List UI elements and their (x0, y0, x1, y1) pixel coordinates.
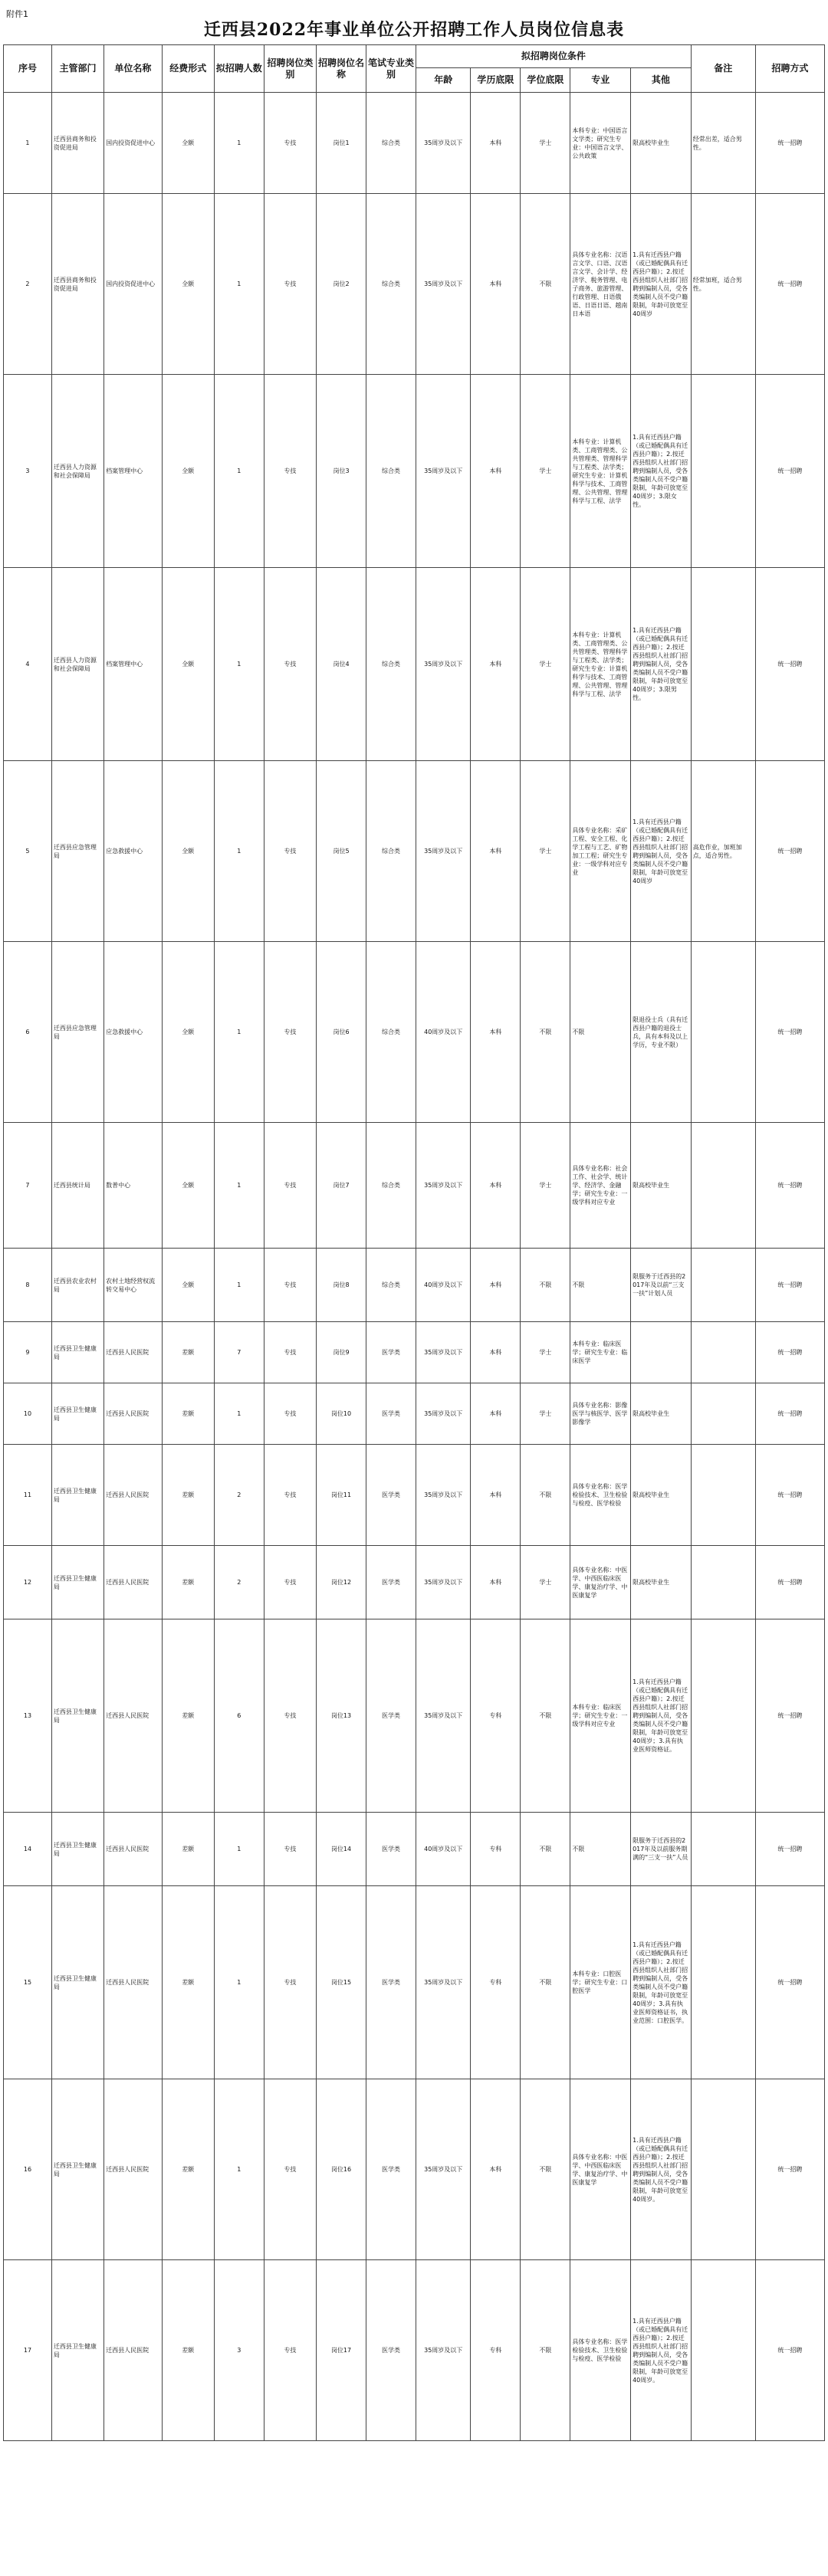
cell-exam: 医学类 (366, 2079, 416, 2260)
cell-deg: 学士 (521, 1383, 570, 1445)
cell-age: 35周岁及以下 (416, 568, 471, 761)
cell-seq: 11 (4, 1445, 52, 1546)
cell-other: 1.具有迁西县户籍（或已婚配偶具有迁西县户籍）；2.按迁西县组织人社部门招聘到编制人员，受各类编制人员不受户籍限制，年龄可放宽至40周岁。 (631, 2079, 692, 2260)
cell-fund: 差额 (162, 1383, 214, 1445)
cell-age: 35周岁及以下 (416, 2079, 471, 2260)
cell-other: 限高校毕业生 (631, 1383, 692, 1445)
cell-note (691, 1123, 755, 1249)
cell-dept: 迁西县卫生健康局 (51, 1445, 104, 1546)
cell-method: 统一招聘 (755, 2079, 824, 2260)
cell-note (691, 942, 755, 1123)
cell-method: 统一招聘 (755, 1813, 824, 1886)
cell-age: 35周岁及以下 (416, 375, 471, 568)
cell-seq: 13 (4, 1619, 52, 1813)
cell-exam: 综合类 (366, 375, 416, 568)
cell-method: 统一招聘 (755, 1619, 824, 1813)
cell-major: 具体专业名称：汉语言文学、口语、汉语言文学、会计学、经济学、税务管理、电子商务、旅游管理、行政管理、日语俄语、日语日语、越南日本语 (570, 194, 631, 375)
table-row (4, 1813, 825, 1886)
cell-method: 统一招聘 (755, 1123, 824, 1249)
cell-fund: 差额 (162, 2260, 214, 2441)
cell-unit: 迁西县人民医院 (104, 1383, 163, 1445)
cell-dept: 迁西县卫生健康局 (51, 1546, 104, 1619)
cell-note: 经常加班，适合男性。 (691, 194, 755, 375)
cell-other: 限退役士兵（具有迁西县户籍的退役士兵，具有本科及以上学历，专业不限） (631, 942, 692, 1123)
cell-cat: 专技 (264, 1546, 316, 1619)
cell-note (691, 1249, 755, 1322)
cell-other: 1.具有迁西县户籍（或已婚配偶具有迁西县户籍）；2.按迁西县组织人社部门招聘到编制人员，受各类编制人员不受户籍限制，年龄可放宽至40周岁；3.具有执业医师资格证书，执业范围：口腔医学。 (631, 1886, 692, 2079)
cell-edu: 本科 (471, 1322, 521, 1383)
cell-deg: 不限 (521, 1249, 570, 1322)
cell-post: 岗位2 (316, 194, 366, 375)
cell-cat: 专技 (264, 942, 316, 1123)
cell-edu: 本科 (471, 942, 521, 1123)
cell-major: 具体专业名称：影像医学与核医学、医学影像学 (570, 1383, 631, 1445)
table-row (4, 194, 825, 375)
header-seq: 序号 (4, 45, 52, 93)
cell-major: 本科专业：计算机类、工商管理类、公共管理类、管理科学与工程类、法学类；研究生专业：计算机科学与技术、工商管理、公共管理、管理科学与工程、法学 (570, 568, 631, 761)
cell-cat: 专技 (264, 93, 316, 194)
cell-age: 35周岁及以下 (416, 761, 471, 942)
cell-exam: 医学类 (366, 1445, 416, 1546)
cell-age: 35周岁及以下 (416, 93, 471, 194)
cell-note (691, 1886, 755, 2079)
header-dept: 主管部门 (51, 45, 104, 93)
cell-age: 35周岁及以下 (416, 1886, 471, 2079)
cell-edu: 本科 (471, 1445, 521, 1546)
cell-fund: 全额 (162, 93, 214, 194)
cell-fund: 全额 (162, 568, 214, 761)
table-body (4, 93, 825, 2441)
cell-deg: 不限 (521, 1886, 570, 2079)
cell-other: 限高校毕业生 (631, 93, 692, 194)
cell-edu: 本科 (471, 194, 521, 375)
cell-exam: 医学类 (366, 1886, 416, 2079)
cell-num: 6 (214, 1619, 264, 1813)
cell-major: 本科专业：计算机类、工商管理类、公共管理类、管理科学与工程类、法学类；研究生专业：计算机科学与技术、工商管理、公共管理、管理科学与工程、法学 (570, 375, 631, 568)
cell-exam: 医学类 (366, 1813, 416, 1886)
cell-num: 1 (214, 1249, 264, 1322)
table-row (4, 93, 825, 194)
cell-fund: 差额 (162, 1546, 214, 1619)
cell-post: 岗位16 (316, 2079, 366, 2260)
cell-post: 岗位4 (316, 568, 366, 761)
cell-dept: 迁西县卫生健康局 (51, 1813, 104, 1886)
cell-deg: 不限 (521, 2079, 570, 2260)
table-row (4, 2079, 825, 2260)
cell-post: 岗位13 (316, 1619, 366, 1813)
cell-major: 具体专业名称：中医学、中西医临床医学、康复治疗学、中医康复学 (570, 1546, 631, 1619)
cell-deg: 不限 (521, 2260, 570, 2441)
cell-deg: 学士 (521, 1322, 570, 1383)
cell-num: 1 (214, 942, 264, 1123)
cell-other: 1.具有迁西县户籍（或已婚配偶具有迁西县户籍）；2.按迁西县组织人社部门招聘到编制人员，受各类编制人员不受户籍限制，年龄可放宽至40周岁；3.限女性。 (631, 375, 692, 568)
cell-deg: 学士 (521, 761, 570, 942)
cell-post: 岗位17 (316, 2260, 366, 2441)
cell-fund: 差额 (162, 1813, 214, 1886)
cell-num: 3 (214, 2260, 264, 2441)
cell-method: 统一招聘 (755, 1249, 824, 1322)
cell-unit: 档案管理中心 (104, 568, 163, 761)
cell-note (691, 1445, 755, 1546)
cell-post: 岗位6 (316, 942, 366, 1123)
cell-note (691, 1383, 755, 1445)
header-unit: 单位名称 (104, 45, 163, 93)
table-row (4, 1886, 825, 2079)
cell-seq: 2 (4, 194, 52, 375)
table-row (4, 942, 825, 1123)
cell-deg: 学士 (521, 375, 570, 568)
cell-note (691, 1813, 755, 1886)
table-row (4, 1383, 825, 1445)
cell-edu: 本科 (471, 761, 521, 942)
cell-deg: 学士 (521, 93, 570, 194)
cell-cat: 专技 (264, 1445, 316, 1546)
cell-seq: 17 (4, 2260, 52, 2441)
cell-other: 1.具有迁西县户籍（或已婚配偶具有迁西县户籍）；2.按迁西县组织人社部门招聘到编制人员，受各类编制人员不受户籍限制，年龄可放宽至40周岁。 (631, 2260, 692, 2441)
cell-exam: 医学类 (366, 1546, 416, 1619)
cell-num: 1 (214, 1123, 264, 1249)
header-major: 专业 (570, 68, 631, 93)
cell-dept: 迁西县人力资源和社会保障局 (51, 568, 104, 761)
cell-edu: 本科 (471, 1123, 521, 1249)
cell-exam: 医学类 (366, 1383, 416, 1445)
cell-unit: 迁西县人民医院 (104, 1813, 163, 1886)
cell-dept: 迁西县农业农村局 (51, 1249, 104, 1322)
table-row (4, 2260, 825, 2441)
header-conditions: 拟招聘岗位条件 (416, 45, 692, 68)
cell-method: 统一招聘 (755, 93, 824, 194)
cell-post: 岗位15 (316, 1886, 366, 2079)
cell-fund: 全额 (162, 1249, 214, 1322)
cell-exam: 综合类 (366, 761, 416, 942)
header-post: 招聘岗位名称 (316, 45, 366, 93)
cell-fund: 差额 (162, 1619, 214, 1813)
cell-note (691, 375, 755, 568)
cell-note (691, 2260, 755, 2441)
cell-edu: 专科 (471, 1619, 521, 1813)
cell-fund: 差额 (162, 1445, 214, 1546)
cell-method: 统一招聘 (755, 1445, 824, 1546)
cell-unit: 国内投资促进中心 (104, 93, 163, 194)
cell-other: 限高校毕业生 (631, 1445, 692, 1546)
attachment-label: 附件1 (6, 9, 28, 19)
cell-deg: 不限 (521, 942, 570, 1123)
cell-major: 不限 (570, 1813, 631, 1886)
cell-fund: 差额 (162, 2079, 214, 2260)
cell-note (691, 2079, 755, 2260)
cell-seq: 9 (4, 1322, 52, 1383)
cell-seq: 3 (4, 375, 52, 568)
cell-other: 限高校毕业生 (631, 1546, 692, 1619)
cell-major: 具体专业名称：医学检验技术、卫生检验与检疫、医学检验 (570, 2260, 631, 2441)
cell-seq: 7 (4, 1123, 52, 1249)
cell-exam: 医学类 (366, 1619, 416, 1813)
cell-other: 1.具有迁西县户籍（或已婚配偶具有迁西县户籍）；2.按迁西县组织人社部门招聘到编制人员，受各类编制人员不受户籍限制，年龄可放宽至40周岁 (631, 194, 692, 375)
cell-seq: 15 (4, 1886, 52, 2079)
cell-post: 岗位3 (316, 375, 366, 568)
table-row (4, 1123, 825, 1249)
cell-cat: 专技 (264, 194, 316, 375)
cell-dept: 迁西县卫生健康局 (51, 1322, 104, 1383)
cell-deg: 学士 (521, 1546, 570, 1619)
cell-dept: 迁西县统计局 (51, 1123, 104, 1249)
cell-other: 1.具有迁西县户籍（或已婚配偶具有迁西县户籍）；2.按迁西县组织人社部门招聘到编制人员，受各类编制人员不受户籍限制，年龄可放宽至40周岁；3.限男性。 (631, 568, 692, 761)
cell-post: 岗位9 (316, 1322, 366, 1383)
cell-exam: 医学类 (366, 2260, 416, 2441)
cell-other: 限服务于迁西县的2017年及以前服务期满的“三支一扶”人员 (631, 1813, 692, 1886)
cell-dept: 迁西县人力资源和社会保障局 (51, 375, 104, 568)
cell-post: 岗位11 (316, 1445, 366, 1546)
cell-seq: 14 (4, 1813, 52, 1886)
cell-fund: 全额 (162, 375, 214, 568)
cell-unit: 迁西县人民医院 (104, 1886, 163, 2079)
header-cat: 招聘岗位类别 (264, 45, 316, 93)
table-row (4, 1546, 825, 1619)
cell-dept: 迁西县商务和投资促进局 (51, 194, 104, 375)
cell-fund: 差额 (162, 1322, 214, 1383)
table-row (4, 375, 825, 568)
cell-num: 2 (214, 1546, 264, 1619)
cell-seq: 1 (4, 93, 52, 194)
job-info-table (3, 44, 825, 2441)
cell-edu: 专科 (471, 1886, 521, 2079)
cell-unit: 迁西县人民医院 (104, 2260, 163, 2441)
cell-fund: 全额 (162, 942, 214, 1123)
cell-dept: 迁西县应急管理局 (51, 761, 104, 942)
cell-note (691, 1619, 755, 1813)
cell-deg: 学士 (521, 568, 570, 761)
cell-method: 统一招聘 (755, 2260, 824, 2441)
table-row (4, 1249, 825, 1322)
cell-num: 1 (214, 761, 264, 942)
cell-cat: 专技 (264, 568, 316, 761)
cell-cat: 专技 (264, 761, 316, 942)
cell-post: 岗位5 (316, 761, 366, 942)
cell-method: 统一招聘 (755, 375, 824, 568)
cell-seq: 12 (4, 1546, 52, 1619)
cell-other: 限高校毕业生 (631, 1123, 692, 1249)
cell-cat: 专技 (264, 1619, 316, 1813)
table-row (4, 1445, 825, 1546)
cell-exam: 医学类 (366, 1322, 416, 1383)
cell-unit: 迁西县人民医院 (104, 1445, 163, 1546)
cell-fund: 全额 (162, 761, 214, 942)
table-row (4, 1619, 825, 1813)
cell-seq: 6 (4, 942, 52, 1123)
header-edu: 学历底限 (471, 68, 521, 93)
cell-other: 1.具有迁西县户籍（或已婚配偶具有迁西县户籍）；2.按迁西县组织人社部门招聘到编制人员，受各类编制人员不受户籍限制，年龄可放宽至40周岁 (631, 761, 692, 942)
header-fund: 经费形式 (162, 45, 214, 93)
cell-method: 统一招聘 (755, 568, 824, 761)
cell-cat: 专技 (264, 1383, 316, 1445)
cell-major: 具体专业名称：社会工作、社会学、统计学、经济学、金融学；研究生专业：一级学科对应专业 (570, 1123, 631, 1249)
cell-unit: 迁西县人民医院 (104, 1619, 163, 1813)
cell-edu: 本科 (471, 2079, 521, 2260)
cell-age: 35周岁及以下 (416, 1123, 471, 1249)
cell-unit: 国内投资促进中心 (104, 194, 163, 375)
cell-seq: 4 (4, 568, 52, 761)
cell-num: 7 (214, 1322, 264, 1383)
cell-seq: 8 (4, 1249, 52, 1322)
cell-num: 1 (214, 375, 264, 568)
cell-num: 1 (214, 194, 264, 375)
cell-dept: 迁西县卫生健康局 (51, 1886, 104, 2079)
cell-method: 统一招聘 (755, 194, 824, 375)
cell-num: 1 (214, 1383, 264, 1445)
cell-cat: 专技 (264, 1123, 316, 1249)
cell-note: 经常出差，适合男性。 (691, 93, 755, 194)
cell-major: 不限 (570, 1249, 631, 1322)
cell-method: 统一招聘 (755, 1546, 824, 1619)
cell-unit: 迁西县人民医院 (104, 1322, 163, 1383)
cell-age: 40周岁及以下 (416, 942, 471, 1123)
cell-note (691, 1546, 755, 1619)
cell-edu: 本科 (471, 1546, 521, 1619)
cell-cat: 专技 (264, 1249, 316, 1322)
cell-method: 统一招聘 (755, 1886, 824, 2079)
header-deg: 学位底限 (521, 68, 570, 93)
cell-num: 1 (214, 568, 264, 761)
cell-fund: 全额 (162, 194, 214, 375)
cell-major: 本科专业：临床医学；研究生专业：临床医学 (570, 1322, 631, 1383)
cell-cat: 专技 (264, 2260, 316, 2441)
cell-dept: 迁西县卫生健康局 (51, 2079, 104, 2260)
cell-age: 35周岁及以下 (416, 1383, 471, 1445)
cell-unit: 应急救援中心 (104, 761, 163, 942)
cell-age: 35周岁及以下 (416, 1546, 471, 1619)
header-age: 年龄 (416, 68, 471, 93)
cell-age: 35周岁及以下 (416, 1322, 471, 1383)
cell-dept: 迁西县卫生健康局 (51, 1619, 104, 1813)
cell-dept: 迁西县卫生健康局 (51, 1383, 104, 1445)
cell-exam: 综合类 (366, 93, 416, 194)
table-row (4, 1322, 825, 1383)
cell-note (691, 568, 755, 761)
cell-edu: 本科 (471, 1249, 521, 1322)
cell-method: 统一招聘 (755, 1383, 824, 1445)
cell-exam: 综合类 (366, 1123, 416, 1249)
cell-dept: 迁西县应急管理局 (51, 942, 104, 1123)
cell-fund: 差额 (162, 1886, 214, 2079)
header-other: 其他 (631, 68, 692, 93)
cell-post: 岗位10 (316, 1383, 366, 1445)
cell-major: 不限 (570, 942, 631, 1123)
cell-cat: 专技 (264, 375, 316, 568)
cell-dept: 迁西县商务和投资促进局 (51, 93, 104, 194)
cell-deg: 不限 (521, 194, 570, 375)
table-row (4, 761, 825, 942)
cell-edu: 专科 (471, 2260, 521, 2441)
cell-edu: 本科 (471, 568, 521, 761)
cell-post: 岗位7 (316, 1123, 366, 1249)
cell-other: 限服务于迁西县的2017年及以前“三支一扶”计划人员 (631, 1249, 692, 1322)
cell-major: 具体专业名称：中医学、中西医临床医学、康复治疗学、中医康复学 (570, 2079, 631, 2260)
cell-post: 岗位1 (316, 93, 366, 194)
cell-unit: 数普中心 (104, 1123, 163, 1249)
header-note: 备注 (691, 45, 755, 93)
cell-exam: 综合类 (366, 568, 416, 761)
cell-fund: 全额 (162, 1123, 214, 1249)
cell-seq: 16 (4, 2079, 52, 2260)
cell-dept: 迁西县卫生健康局 (51, 2260, 104, 2441)
header-exam: 笔试专业类别 (366, 45, 416, 93)
cell-cat: 专技 (264, 1886, 316, 2079)
cell-exam: 综合类 (366, 1249, 416, 1322)
cell-age: 35周岁及以下 (416, 1619, 471, 1813)
cell-major: 本科专业：临床医学；研究生专业：一级学科对应专业 (570, 1619, 631, 1813)
cell-age: 35周岁及以下 (416, 2260, 471, 2441)
table-row (4, 568, 825, 761)
cell-major: 本科专业：口腔医学；研究生专业：口腔医学 (570, 1886, 631, 2079)
cell-num: 2 (214, 1445, 264, 1546)
cell-seq: 10 (4, 1383, 52, 1445)
cell-age: 35周岁及以下 (416, 1445, 471, 1546)
cell-unit: 农村土地经营权流转交易中心 (104, 1249, 163, 1322)
cell-num: 1 (214, 93, 264, 194)
cell-seq: 5 (4, 761, 52, 942)
cell-edu: 本科 (471, 1383, 521, 1445)
cell-method: 统一招聘 (755, 1322, 824, 1383)
cell-deg: 不限 (521, 1445, 570, 1546)
cell-unit: 迁西县人民医院 (104, 2079, 163, 2260)
cell-deg: 不限 (521, 1813, 570, 1886)
cell-post: 岗位12 (316, 1546, 366, 1619)
header-method: 招聘方式 (755, 45, 824, 93)
header-num: 拟招聘人数 (214, 45, 264, 93)
cell-unit: 迁西县人民医院 (104, 1546, 163, 1619)
cell-other: 1.具有迁西县户籍（或已婚配偶具有迁西县户籍）；2.按迁西县组织人社部门招聘到编制人员，受各类编制人员不受户籍限制，年龄可放宽至40周岁；3.具有执业医师资格证。 (631, 1619, 692, 1813)
cell-age: 40周岁及以下 (416, 1813, 471, 1886)
cell-num: 1 (214, 1813, 264, 1886)
cell-method: 统一招聘 (755, 761, 824, 942)
cell-exam: 综合类 (366, 194, 416, 375)
cell-cat: 专技 (264, 2079, 316, 2260)
cell-post: 岗位14 (316, 1813, 366, 1886)
cell-note: 高危作业，加班加点，适合男性。 (691, 761, 755, 942)
cell-exam: 综合类 (366, 942, 416, 1123)
cell-edu: 专科 (471, 1813, 521, 1886)
cell-cat: 专技 (264, 1813, 316, 1886)
cell-note (691, 1322, 755, 1383)
cell-unit: 应急救援中心 (104, 942, 163, 1123)
cell-num: 1 (214, 1886, 264, 2079)
cell-cat: 专技 (264, 1322, 316, 1383)
cell-major: 本科专业：中国语言文学类；研究生专业：中国语言文学、公共政策 (570, 93, 631, 194)
cell-deg: 学士 (521, 1123, 570, 1249)
cell-method: 统一招聘 (755, 942, 824, 1123)
cell-edu: 本科 (471, 93, 521, 194)
cell-major: 具体专业名称：医学检验技术、卫生检验与检疫、医学检验 (570, 1445, 631, 1546)
cell-unit: 档案管理中心 (104, 375, 163, 568)
cell-age: 40周岁及以下 (416, 1249, 471, 1322)
cell-major: 具体专业名称：采矿工程、安全工程、化学工程与工艺、矿物加工工程；研究生专业：一级学科对应专业 (570, 761, 631, 942)
cell-age: 35周岁及以下 (416, 194, 471, 375)
cell-edu: 本科 (471, 375, 521, 568)
page-title: 迁西县2022年事业单位公开招聘工作人员岗位信息表 (203, 20, 625, 40)
cell-num: 1 (214, 2079, 264, 2260)
cell-other (631, 1322, 692, 1383)
cell-post: 岗位8 (316, 1249, 366, 1322)
cell-deg: 不限 (521, 1619, 570, 1813)
